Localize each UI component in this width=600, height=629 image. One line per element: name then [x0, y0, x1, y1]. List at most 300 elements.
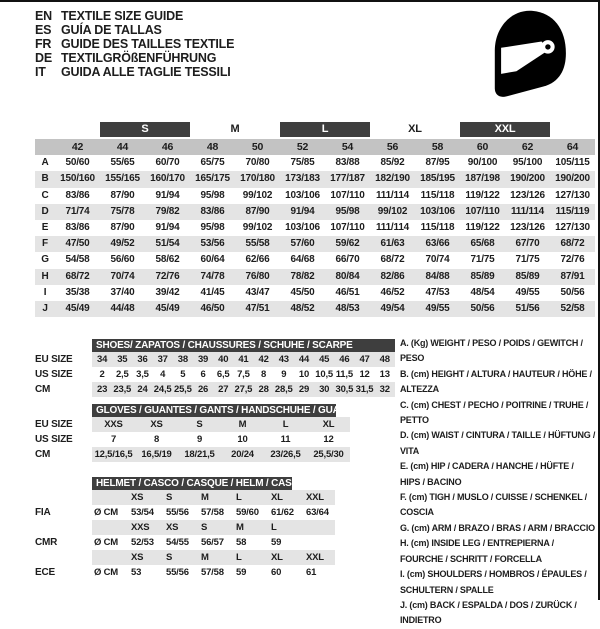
language-row — [35, 65, 234, 79]
helmet-size-label: XXL — [300, 550, 335, 565]
helmet-size-label: XXL — [300, 490, 335, 505]
measurement-value: 160/170 — [150, 173, 185, 185]
shoes-cell: 42 — [254, 352, 274, 367]
shoes-cell: 7,5 — [237, 369, 250, 380]
helmet-cell: 52/53 — [131, 537, 154, 548]
measurement-value: 68/72 — [560, 238, 585, 250]
helmet-row-spacer — [35, 550, 92, 565]
measurement-value: 95/98 — [200, 189, 225, 201]
size-number-row — [35, 139, 595, 155]
measurement-value: 111/114 — [375, 189, 410, 201]
row-letter: F — [42, 238, 48, 250]
legend-item: I. (cm) SHOULDERS / HOMBROS / ÉPAULES / SCHULTERN / SPALLE — [400, 569, 587, 595]
measurement-value: 155/165 — [105, 173, 140, 185]
shoes-cell: 28 — [254, 382, 274, 397]
measurement-value: 165/175 — [195, 173, 230, 185]
helmet-cell: 55/56 — [166, 567, 189, 578]
measurement-value: 91/94 — [155, 221, 180, 233]
measurement-value: 41/45 — [200, 286, 225, 298]
helmet-size-label: L — [230, 490, 265, 505]
gloves-row-label: US SIZE — [35, 434, 73, 445]
language-code: ES — [35, 23, 52, 37]
measurement-value: 35/38 — [65, 286, 90, 298]
measurement-value: 47/51 — [245, 302, 270, 314]
shoes-cell: 47 — [354, 352, 374, 367]
shoes-cell: 6,5 — [216, 369, 230, 380]
shoes-row-label: CM — [35, 384, 51, 395]
gloves-cell: 10 — [237, 434, 248, 445]
shoes-row-label: EU SIZE — [35, 354, 73, 365]
measurement-value: 50/56 — [560, 286, 585, 298]
measurement-value: 107/110 — [330, 189, 365, 201]
measurement-value: 85/89 — [515, 270, 540, 282]
measurement-value: 82/86 — [380, 270, 405, 282]
language-row — [35, 23, 234, 37]
measurement-value: 72/76 — [560, 254, 585, 266]
measurement-value: 55/58 — [245, 238, 270, 250]
gloves-title-bar: GLOVES / GUANTES / GANTS / HANDSCHUHE / GUANTI — [92, 404, 336, 417]
gloves-cell: S — [178, 417, 221, 432]
shoes-cell: 10,5 — [315, 369, 333, 380]
measurement-value: 62/66 — [245, 254, 270, 266]
helmet-cell: 63/64 — [306, 507, 329, 518]
shoes-cell: 46 — [334, 352, 354, 367]
measurement-value: 56/60 — [110, 254, 135, 266]
gloves-cell: 25,5/30 — [307, 447, 350, 462]
measurement-value: 182/190 — [375, 173, 410, 185]
measurement-row — [35, 252, 595, 268]
shoes-cell: 23 — [92, 382, 112, 397]
gloves-cell: M — [221, 417, 264, 432]
measurement-value: 74/78 — [200, 270, 225, 282]
measurement-value: 99/102 — [242, 221, 273, 233]
shoes-cell: 28,5 — [274, 384, 293, 395]
shoes-cell: 29 — [294, 382, 314, 397]
measurement-value: 115/118 — [420, 189, 455, 201]
legend-item: E. (cm) HIP / CADERA / HANCHE / HÜFTE / HIPS / BACINO — [400, 461, 574, 487]
measurement-row — [35, 269, 595, 285]
measurement-legend — [400, 336, 596, 629]
measurement-value: 60/70 — [155, 157, 180, 169]
helmet-agency-label: CMR — [35, 537, 58, 548]
measurement-value: 84/88 — [425, 270, 450, 282]
measurement-value: 95/98 — [335, 205, 360, 217]
shoes-cell: 40 — [213, 352, 233, 367]
shoes-cell: 26 — [193, 382, 213, 397]
helmet-unit-label: Ø CM — [94, 567, 119, 578]
measurement-value: 107/110 — [330, 221, 365, 233]
measurement-value: 55/65 — [110, 157, 135, 169]
row-letter: A — [41, 157, 49, 169]
helmet-cell — [300, 535, 335, 550]
gloves-cell: 16,5/19 — [135, 447, 178, 462]
measurement-value: 103/106 — [285, 221, 320, 233]
measurement-value: 105/115 — [555, 157, 590, 169]
measurement-value: 99/102 — [377, 205, 408, 217]
row-letter: J — [42, 302, 48, 314]
guide-title: GUIDA ALLE TAGLIE TESSILI — [61, 65, 231, 79]
measurement-value: 37/40 — [110, 286, 135, 298]
shoes-size-table — [35, 339, 395, 397]
measurement-value: 57/60 — [290, 238, 315, 250]
language-row — [35, 9, 234, 23]
measurement-value: 47/50 — [65, 238, 90, 250]
measurement-value: 90/100 — [467, 157, 498, 169]
measurement-value: 68/72 — [380, 254, 405, 266]
language-code: DE — [35, 51, 52, 65]
helmet-size-label: L — [265, 520, 300, 535]
measurement-value: 51/54 — [155, 238, 180, 250]
measurement-value: 119/122 — [465, 221, 500, 233]
measurement-row — [35, 236, 595, 252]
measurement-value: 65/68 — [470, 238, 495, 250]
shoes-cell: 27 — [213, 382, 233, 397]
helmet-size-label: XS — [125, 550, 160, 565]
row-letter: B — [41, 173, 49, 185]
legend-item: B. (cm) HEIGHT / ALTURA / HAUTEUR / HÖHE / ALTEZZA — [400, 368, 592, 395]
gloves-cell: XL — [307, 417, 350, 432]
measurement-value: 46/51 — [335, 286, 360, 298]
helmet-row-spacer — [35, 490, 92, 505]
helmet-size-row-unit-spacer — [92, 490, 125, 505]
measurement-value: 59/62 — [335, 238, 360, 250]
shoes-row-label: US SIZE — [35, 369, 73, 380]
measurement-value: 45/49 — [65, 302, 90, 314]
measurement-value: 44/48 — [110, 302, 135, 314]
top-border-line — [0, 0, 600, 2]
language-code: IT — [35, 65, 46, 79]
measurement-value: 67/70 — [515, 238, 540, 250]
gloves-size-table — [35, 404, 356, 462]
measurement-value: 65/75 — [200, 157, 225, 169]
shoes-cell: 36 — [132, 352, 152, 367]
helmet-size-label: M — [195, 490, 230, 505]
shoes-cell: 48 — [375, 352, 395, 367]
size-number: 50 — [251, 141, 264, 153]
gloves-cell: 8 — [153, 434, 160, 445]
shoes-cell: 13 — [379, 369, 390, 380]
measurement-value: 54/58 — [65, 254, 90, 266]
measurement-value: 85/92 — [380, 157, 405, 169]
helmet-agency-label: FIA — [35, 507, 51, 518]
measurement-value: 87/90 — [245, 205, 270, 217]
helmet-size-label: M — [195, 550, 230, 565]
measurement-value: 49/55 — [515, 286, 540, 298]
helmet-size-label: XXS — [125, 520, 160, 535]
measurement-value: 111/114 — [375, 221, 410, 233]
helmet-cell: 53 — [131, 567, 142, 578]
helmet-cell: 59 — [236, 567, 247, 578]
legend-item: G. (cm) ARM / BRAZO / BRAS / ARM / BRACCIO — [400, 522, 595, 533]
row-letter: I — [43, 286, 47, 298]
measurement-value: 61/63 — [380, 238, 405, 250]
textile-size-table — [35, 122, 595, 317]
shoes-cell: 24,5 — [153, 384, 172, 395]
shoes-cell: 45 — [314, 352, 334, 367]
shoes-cell: 4 — [160, 369, 166, 380]
measurement-value: 39/42 — [155, 286, 180, 298]
measurement-value: 190/200 — [510, 173, 545, 185]
shoes-cell: 30 — [314, 382, 334, 397]
shoes-cell: 3,5 — [136, 369, 149, 380]
helmet-size-label: XL — [265, 550, 300, 565]
measurement-value: 78/82 — [290, 270, 315, 282]
measurement-row — [35, 188, 595, 204]
size-number: 46 — [161, 141, 174, 153]
measurement-value: 49/55 — [425, 302, 450, 314]
guide-title: TEXTILE SIZE GUIDE — [61, 9, 184, 23]
shoes-cell: 8 — [261, 369, 267, 380]
measurement-value: 75/85 — [290, 157, 315, 169]
helmet-cell: 61 — [306, 567, 317, 578]
gloves-cell: 11 — [280, 434, 291, 445]
measurement-value: 49/54 — [380, 302, 405, 314]
measurement-value: 43/47 — [245, 286, 270, 298]
helmet-size-row-unit-spacer — [92, 550, 125, 565]
row-letter: C — [41, 189, 49, 201]
legend-item: A. (Kg) WEIGHT / PESO / POIDS / GEWITCH / PESO — [400, 338, 583, 364]
measurement-value: 50/56 — [470, 302, 495, 314]
measurement-row — [35, 171, 595, 187]
measurement-value: 123/126 — [510, 189, 545, 201]
measurement-value: 60/64 — [200, 254, 225, 266]
measurement-value: 75/78 — [110, 205, 135, 217]
helmet-size-label: S — [160, 550, 195, 565]
shoes-cell: 2 — [99, 369, 105, 380]
measurement-value: 50/60 — [65, 157, 90, 169]
gloves-cell: 12 — [323, 434, 334, 445]
helmet-title-bar: HELMET / CASCO / CASQUE / HELM / CASCO — [92, 477, 292, 490]
measurement-value: 123/126 — [510, 221, 545, 233]
size-number: 56 — [386, 141, 399, 153]
language-title-list — [35, 9, 234, 79]
measurement-value: 71/75 — [470, 254, 495, 266]
measurement-value: 72/76 — [155, 270, 180, 282]
gloves-row-label: CM — [35, 449, 51, 460]
measurement-value: 48/52 — [290, 302, 315, 314]
shoes-cell: 2,5 — [115, 369, 129, 380]
shoes-cell: 23,5 — [113, 384, 132, 395]
shoes-cell: 43 — [274, 352, 294, 367]
helmet-icon — [484, 3, 574, 107]
shoes-title-bar: SHOES/ ZAPATOS / CHAUSSURES / SCHUHE / SCARPE — [92, 339, 395, 352]
legend-item: D. (cm) WAIST / CINTURA / TAILLE / HÜFTUNG / VITA — [400, 430, 596, 456]
size-group-label-xxl: XXL — [460, 122, 550, 137]
size-group-label-xl: XL — [408, 123, 422, 135]
gloves-cell: 12,5/16,5 — [92, 447, 135, 462]
shoes-cell: 12 — [359, 369, 370, 380]
gloves-cell: 18/21,5 — [178, 447, 221, 462]
measurement-value: 190/200 — [555, 173, 590, 185]
measurement-value: 150/160 — [60, 173, 95, 185]
helmet-cell: 58 — [236, 537, 247, 548]
shoes-cell: 38 — [173, 352, 193, 367]
shoes-cell: 27,5 — [234, 384, 253, 395]
legend-item: H. (cm) INSIDE LEG / ENTREPIERNA / FOURCHE / SCHRITT / FORCELLA — [400, 538, 554, 564]
row-letter: D — [41, 205, 49, 217]
measurement-value: 70/74 — [425, 254, 450, 266]
size-number: 52 — [296, 141, 309, 153]
helmet-cell: 55/56 — [166, 507, 189, 518]
language-row — [35, 37, 234, 51]
legend-item: J. (cm) BACK / ESPALDA / DOS / ZURÜCK / INDIETRO — [400, 599, 577, 626]
row-letter: H — [41, 270, 49, 282]
size-group-band — [35, 122, 595, 138]
measurement-value: 187/198 — [465, 173, 500, 185]
measurement-row — [35, 220, 595, 236]
legend-item: C. (cm) CHEST / PECHO / POITRINE / TRUHE / PETTO — [400, 399, 589, 426]
shoes-cell: 39 — [193, 352, 213, 367]
size-number: 64 — [566, 141, 579, 153]
shoes-cell: 6 — [200, 369, 206, 380]
measurement-row — [35, 285, 595, 301]
measurement-value: 127/130 — [555, 189, 590, 201]
shoes-cell: 30,5 — [335, 384, 354, 395]
size-group-label-m: M — [230, 123, 240, 135]
measurement-value: 64/68 — [290, 254, 315, 266]
measurement-value: 53/56 — [200, 238, 225, 250]
shoes-cell: 37 — [153, 352, 173, 367]
measurement-value: 170/180 — [240, 173, 275, 185]
measurement-value: 91/94 — [155, 189, 180, 201]
helmet-size-label: S — [160, 490, 195, 505]
measurement-value: 80/84 — [335, 270, 360, 282]
measurement-value: 115/119 — [555, 205, 590, 217]
measurement-value: 111/114 — [510, 205, 545, 217]
helmet-agency-label: ECE — [35, 567, 55, 578]
measurement-value: 177/187 — [330, 173, 365, 185]
gloves-row-label: EU SIZE — [35, 419, 73, 430]
shoes-cell: 41 — [233, 352, 253, 367]
gloves-cell: XXS — [92, 417, 135, 432]
gloves-cell: 20/24 — [221, 447, 264, 462]
size-number: 58 — [431, 141, 444, 153]
gloves-cell: 9 — [196, 434, 203, 445]
helmet-unit-label: Ø CM — [94, 507, 119, 518]
helmet-cell: 56/57 — [201, 537, 224, 548]
measurement-value: 49/52 — [110, 238, 135, 250]
measurement-value: 46/52 — [380, 286, 405, 298]
helmet-row-spacer — [35, 520, 92, 535]
shoes-cell: 11,5 — [335, 369, 353, 380]
row-letter: E — [41, 221, 49, 233]
measurement-value: 115/118 — [420, 221, 455, 233]
measurement-value: 87/91 — [560, 270, 585, 282]
helmet-cell: 61/62 — [271, 507, 294, 518]
measurement-value: 103/106 — [285, 189, 320, 201]
measurement-value: 83/86 — [65, 189, 90, 201]
measurement-value: 68/72 — [65, 270, 90, 282]
helmet-size-label: L — [230, 550, 265, 565]
measurement-value: 51/56 — [515, 302, 540, 314]
measurement-value: 83/88 — [335, 157, 360, 169]
measurement-value: 83/86 — [65, 221, 90, 233]
helmet-size-label: XS — [125, 490, 160, 505]
shoes-cell: 31,5 — [355, 384, 374, 395]
helmet-cell: 60 — [271, 567, 282, 578]
gloves-cell: 7 — [110, 434, 117, 445]
shoes-cell: 25,5 — [173, 384, 192, 395]
measurement-value: 83/86 — [200, 205, 225, 217]
measurement-row — [35, 155, 595, 171]
size-number: 44 — [116, 141, 129, 153]
measurement-value: 66/70 — [335, 254, 360, 266]
shoes-cell: 44 — [294, 352, 314, 367]
measurement-value: 70/74 — [110, 270, 135, 282]
measurement-value: 95/98 — [200, 221, 225, 233]
helmet-cell: 59/60 — [236, 507, 259, 518]
helmet-unit-label: Ø CM — [94, 537, 119, 548]
measurement-value: 45/50 — [290, 286, 315, 298]
row-letter: G — [41, 254, 49, 266]
measurement-value: 119/122 — [465, 189, 500, 201]
shoes-cell: 34 — [92, 352, 112, 367]
helmet-cell: 59 — [271, 537, 282, 548]
size-number: 48 — [206, 141, 219, 153]
measurement-value: 71/74 — [65, 205, 90, 217]
measurement-row — [35, 204, 595, 220]
gloves-cell: 23/26,5 — [264, 447, 307, 462]
measurement-value: 63/66 — [425, 238, 450, 250]
measurement-value: 173/183 — [285, 173, 320, 185]
language-code: FR — [35, 37, 52, 51]
language-row — [35, 51, 234, 65]
measurement-value: 70/80 — [245, 157, 270, 169]
helmet-size-label: XL — [265, 490, 300, 505]
helmet-cell: 54/55 — [166, 537, 189, 548]
measurement-value: 52/58 — [560, 302, 585, 314]
measurement-value: 47/53 — [425, 286, 450, 298]
guide-title: GUÍA DE TALLAS — [61, 23, 162, 37]
size-number: 42 — [71, 141, 84, 153]
legend-item: F. (cm) TIGH / MUSLO / CUISSE / SCHENKEL / COSCIA — [400, 492, 587, 518]
measurement-value: 185/195 — [420, 173, 455, 185]
size-number: 54 — [341, 141, 354, 153]
measurement-value: 87/95 — [425, 157, 450, 169]
helmet-cell: 57/58 — [201, 507, 224, 518]
measurement-value: 99/102 — [242, 189, 273, 201]
guide-title: GUIDE DES TAILLES TEXTILE — [61, 37, 235, 51]
gloves-cell: XS — [135, 417, 178, 432]
measurement-value: 71/75 — [515, 254, 540, 266]
helmet-cell: 53/54 — [131, 507, 154, 518]
language-code: EN — [35, 9, 52, 23]
measurement-value: 85/89 — [470, 270, 495, 282]
helmet-size-label: XS — [160, 520, 195, 535]
shoes-cell: 35 — [112, 352, 132, 367]
measurement-value: 87/90 — [110, 221, 135, 233]
helmet-size-label: S — [195, 520, 230, 535]
measurement-value: 79/82 — [155, 205, 180, 217]
shoes-cell: 32 — [375, 382, 395, 397]
measurement-value: 45/49 — [155, 302, 180, 314]
measurement-value: 48/53 — [335, 302, 360, 314]
size-number: 60 — [476, 141, 489, 153]
measurement-value: 127/130 — [555, 221, 590, 233]
measurement-value: 103/106 — [420, 205, 455, 217]
measurement-row — [35, 301, 595, 317]
corner-cell — [35, 139, 55, 155]
measurement-value: 95/100 — [512, 157, 543, 169]
measurement-value: 58/62 — [155, 254, 180, 266]
measurement-value: 87/90 — [110, 189, 135, 201]
helmet-size-row-unit-spacer — [92, 520, 125, 535]
size-number: 62 — [521, 141, 534, 153]
helmet-cell: 57/58 — [201, 567, 224, 578]
measurement-value: 107/110 — [465, 205, 500, 217]
helmet-size-table — [35, 477, 335, 580]
measurement-value: 46/50 — [200, 302, 225, 314]
